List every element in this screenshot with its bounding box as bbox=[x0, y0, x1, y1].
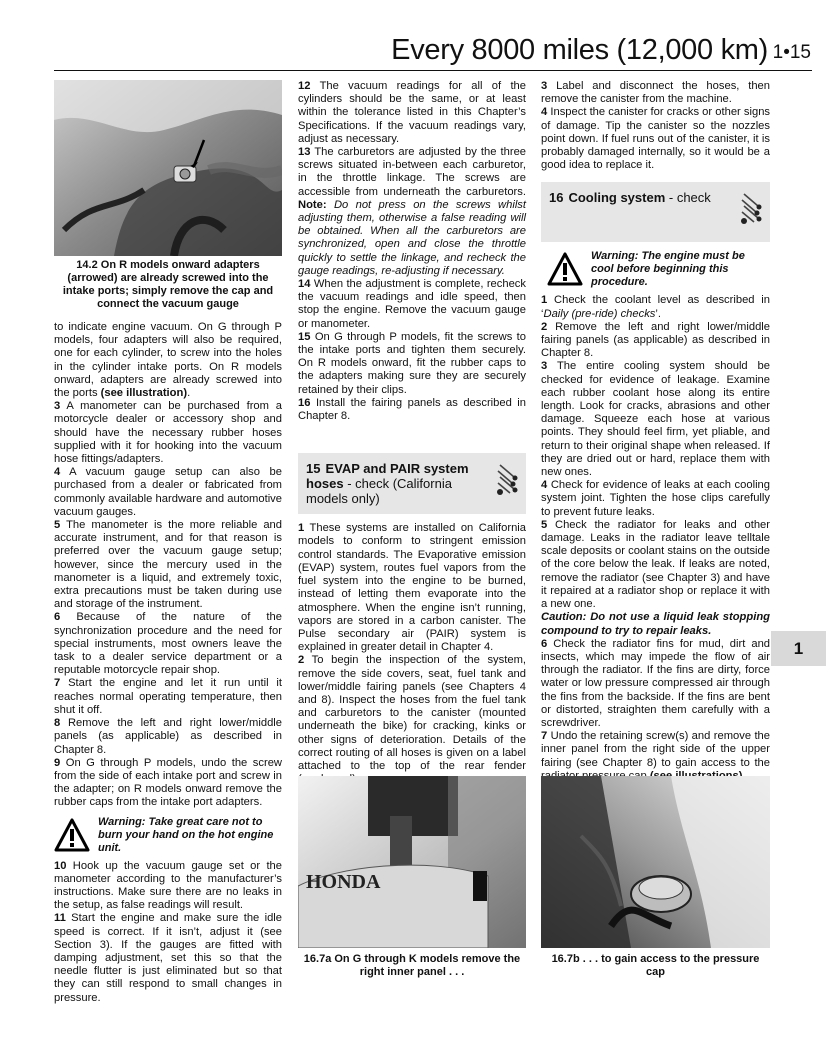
step-13: 13 The carburetors are adjusted by the three screws situated in-between each carburetor, in the throttle linkage. The screws are accessible from underneath the carburetors. Note: Do not press on the screws whilst adjusting them, otherwise a false reading will be obtained. When all the carburetors are synchronized, open and close the throttle quickly to settle the linkage, and recheck the gauge readings, re-adjusting if necessary. bbox=[298, 146, 527, 277]
section-16-header: 16 Cooling system - check bbox=[541, 182, 770, 242]
warning-engine-cool: Warning: The engine must be cool before beginning this procedure. bbox=[541, 250, 770, 289]
section16-step-5: 5 Check the radiator for leaks and other damage. Leaks in the radiator leave telltale scale deposits or coolant stains on the outside of the core below the leak. If leaks are noted, remove the radiator (see Chapter 3) and have it repaired at a radiator shop or replace it with a new one. bbox=[541, 518, 770, 611]
section15-step-2: 2 To begin the inspection of the system, remove the side covers, seat, fuel tank and lower/middle fairing panels (see Chapters 4 and 8). Inspect the hoses from the fuel tank and carburetors to the canister (mounted underneath the bike) for cracking, kinks or other signs of deterioration. Details of the correct routing of all hoses is given on a label attached to the top of the rear fender bbox=[298, 654, 527, 772]
photo-14-2 bbox=[54, 80, 282, 256]
step-7: 7 Start the engine and let it run until it reaches normal operating temperature, then shut it off. bbox=[54, 677, 282, 716]
step-14: 14 When the adjustment is complete, recheck the vacuum readings and idle speed, then stop the engine. Remove the vacuum gauge or manometer. bbox=[298, 278, 526, 330]
header-rule bbox=[54, 70, 812, 71]
step-9: 9 On G through P models, undo the screw from the side of each intake port and screw in the adapter; on R models onward remove the rubber caps from the intake port adapters. bbox=[54, 756, 282, 809]
section16-step-2: 2 Remove the left and right lower/middle fairing panels (as applicable) as described in Chapter 8. bbox=[541, 320, 771, 360]
caption-16-7a: 16.7a On G through K models remove the right inner panel . . . bbox=[303, 953, 521, 978]
step-3: 3 A manometer can be purchased from a motorcycle dealer or accessory shop and should have the necessary rubber hoses supplied with it for hooking into the vacuum hose fittings/adapters. bbox=[54, 400, 282, 466]
step-10: 10 Hook up the vacuum gauge set or the manometer according to the manufacturer’s instructions. Make sure there are no leaks in the setup, as false readings will result. bbox=[54, 859, 283, 912]
section16-step-6: 6 Check the radiator fins for mud, dirt and insects, which may impede the flow of air through the radiator. If the fins are dirty, force water or low pressure compressed air through the fins from the backside. If the fins are bent or distorted, straighten them carefully with a screwdriver. bbox=[541, 637, 771, 729]
step-16: 16 Install the fairing panels as described in Chapter 8. bbox=[298, 396, 527, 423]
warning-hot-engine: Warning: Take great care not to burn your hand on the hot engine unit. bbox=[54, 816, 282, 855]
page-header bbox=[0, 0, 826, 72]
photo-16-7b bbox=[541, 776, 770, 948]
column-2 bbox=[298, 80, 526, 786]
engine-intake-photo bbox=[54, 80, 282, 256]
section16-step-7: 7 Undo the retaining screw(s) and remove the inner panel from the right side of the upper fairing (see Chapter 8) to gain access to the bbox=[541, 730, 770, 769]
caption-16-7b: 16.7b . . . to gain access to the pressure cap bbox=[551, 953, 760, 978]
tank-logo-text: HONDA bbox=[306, 871, 381, 893]
caution-note: Caution: Do not use a liquid leak stopping compound to try to repair leaks. bbox=[541, 611, 770, 637]
step-5: 5 The manometer is the more reliable and accurate instrument, and for that reason is preferred over the vacuum gauge setup; however, since the mercury used in the manometer is a liquid, and extremely toxic, extra precautions must be taken during use and storage of the instrument. bbox=[54, 519, 283, 611]
step-4: 4 A vacuum gauge setup can also be purchased from a dealer or fabricated from commonly available hardware and automotive vacuum gauges. bbox=[54, 466, 282, 518]
step-15: 15 On G through P models, fit the screws to the intake ports and tighten them securely. On R models onward, fit the rubber caps to the adapters making sure they are securely retained by their clips. bbox=[298, 330, 527, 396]
difficulty-spanners-icon bbox=[740, 190, 764, 226]
caption-14-2: 14.2 On R models onward adapters (arrowed) are already screwed into the intake ports; simply remove the cap and connect the vacuum gauge bbox=[62, 259, 274, 310]
page-number: 1•15 bbox=[772, 42, 811, 63]
section16-step-1: 1 Check the coolant level as described in ‘Daily (pre-ride) checks’. bbox=[541, 294, 771, 320]
step-12: 12 The vacuum readings for all of the cylinders should be the same, or at least within the tolerance listed in this Chapter’s Specifications. If the vacuum readings vary, adjust as necessary. bbox=[298, 80, 526, 145]
section15-step-4: 4 Inspect the canister for cracks or other signs of damage. Tip the canister so the nozzles point down. If fuel runs out of the canister, it is probably damaged internally, so it would be a good idea to replace it. bbox=[541, 106, 771, 172]
step-6: 6 Because of the nature of the synchronization procedure and the need for special instruments, most owners leave the task to a dealer service department or a reputable motorcycle repair shop. bbox=[54, 611, 282, 677]
column-3 bbox=[541, 80, 770, 783]
paragraph-2-cont: to indicate engine vacuum. On G through P models, four adapters will also be required, one for each cylinder, to screw into the holes in the cylinder intake ports. On R models onward, adapters are already screwed into the ports (see illustration). bbox=[54, 321, 282, 400]
section15-step-1: 1 These systems are installed on California models to conform to stringent emission control standards. The Evaporative emission (EVAP) system, routes fuel vapors from the fuel system into the engine to be burned, instead of letting them evaporate into the atmosphere. When the engine isn’t running, vapors are stored in a carbon canister. The Pulse secondary air (PAIR) system is explained in greater detail in Chapter 4. bbox=[298, 522, 527, 654]
difficulty-spanners-icon bbox=[496, 461, 520, 497]
section16-step-4: 4 Check for evidence of leaks at each cooling system joint. Tighten the hose clips carefully to prevent future leaks. bbox=[541, 479, 771, 518]
photo-16-7a bbox=[298, 776, 526, 948]
section16-step-3: 3 The entire cooling system should be checked for evidence of leakage. Examine each rubber coolant hose along its entire length. Look for cracks, abrasions and other damage. Squeeze each hose at various points. They should feel firm, yet pliable, and return to their original shape when released. If they are dried out or hard, replace them with new ones. bbox=[541, 360, 770, 479]
running-title: Every 8000 miles (12,000 km) bbox=[391, 34, 768, 66]
step-11: 11 Start the engine and make sure the idle speed is correct. If it isn’t, adjust it (see Section 3). If the gauges are fitted with damping adjustment, set this so that the needle flutter is just eliminated but so that they can still respond to small changes in pressure. bbox=[54, 912, 283, 1004]
section15-step-3: 3 Label and disconnect the hoses, then remove the canister from the machine. bbox=[541, 80, 770, 106]
column-1 bbox=[54, 321, 282, 1005]
section-15-header: 15 EVAP and PAIR system hoses - check (California models only) bbox=[298, 453, 526, 514]
step-8: 8 Remove the left and right lower/middle panels (as applicable) as described in Chapter 8. bbox=[54, 717, 282, 756]
warning-triangle-icon bbox=[54, 818, 90, 852]
warning-triangle-icon bbox=[547, 252, 583, 286]
chapter-tab: 1 bbox=[771, 631, 826, 666]
